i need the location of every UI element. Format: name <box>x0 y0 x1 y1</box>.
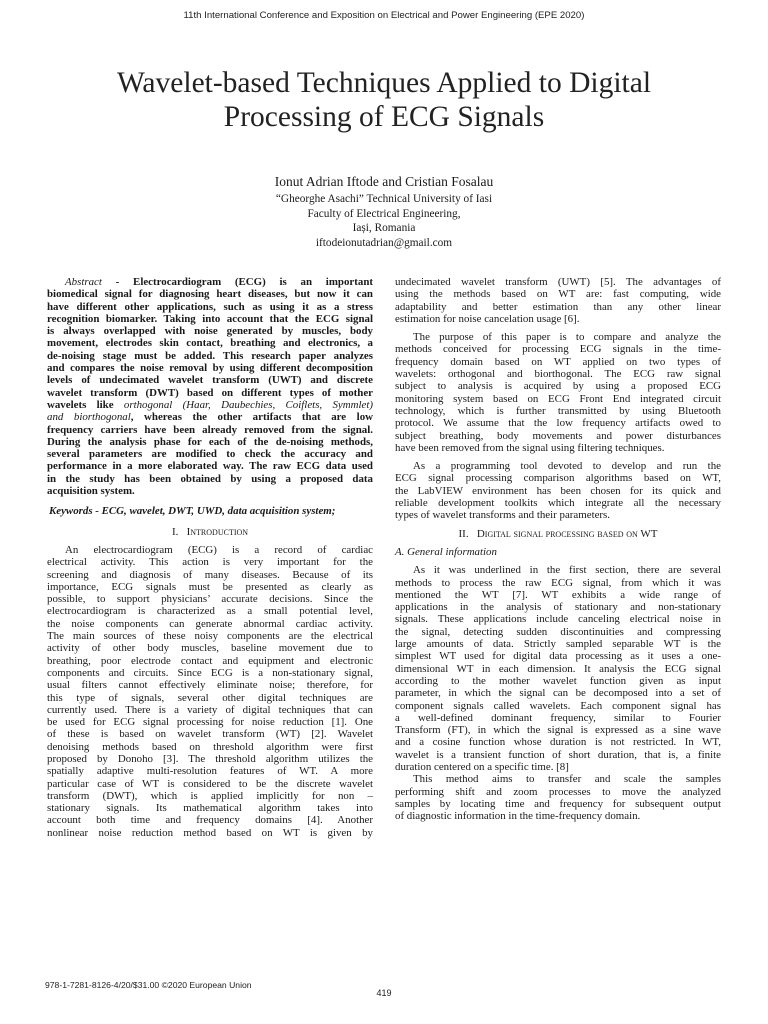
abstract-line: and compares the noise removal by using different decomposition <box>47 362 373 375</box>
body-line: The purpose of this paper is to compare and analyze the <box>413 331 721 344</box>
body-line: methods conceived for processing ECG signals in the time- <box>395 343 721 356</box>
body-line: component signals called wavelets. Each component signal has <box>395 699 721 712</box>
body-line: of diagnostic information in the time-frequency domain. <box>395 810 641 823</box>
abstract-line: acquisition system. <box>47 485 135 498</box>
intro-line: activity of other body muscles, baseline movement due to <box>47 642 373 655</box>
abstract-line: wavelet transform (DWT) based on different types of mother <box>47 386 373 399</box>
intro-line: this type of signals, several other digital techniques are <box>47 691 373 704</box>
body-line: applications in the analysis of stationary and non-stationary <box>395 601 721 614</box>
intro-line: electrical activity. This action is very important for the <box>47 556 373 569</box>
intro-line: usual filters cannot effectively eliminate noise; therefore, for <box>47 679 373 692</box>
body-line: have been removed from the signal using filtering techniques. <box>395 441 665 454</box>
title-line-1: Wavelet-based Techniques Applied to Digital <box>116 67 652 99</box>
intro-line: screening and diagnosis of many diseases. Because of its <box>47 568 373 581</box>
intro-line: stationary signals. Its mathematical algorithm takes into <box>47 802 373 815</box>
abstract-line: is always overlapped with noise generated by muscles, body <box>47 325 373 338</box>
paragraph-purpose <box>395 331 721 454</box>
abstract-biorthogonal: and biorthogonal <box>47 411 131 424</box>
section-heading-digital-processing <box>395 528 721 540</box>
section-heading-introduction <box>47 526 373 538</box>
intro-line: breathing, poor electrode contact and equipment and electronic <box>47 654 373 667</box>
body-line: types of wavelet transforms and their parameters. <box>395 509 611 522</box>
abstract-line: frequency carriers have been already removed from the signal. <box>47 423 373 436</box>
body-line: wavelet is a transient function of short duration, that is, a finite <box>395 748 721 761</box>
body-line: monitoring system based on ECG Front End integrated circuit <box>395 392 721 405</box>
abstract-line: biomedical signal for diagnosing heart diseases, but now it can <box>47 288 373 301</box>
section-number: I. <box>171 525 179 538</box>
intro-line: denoising methods based on threshold algorithm were first <box>47 740 373 753</box>
section-title: Introduction <box>186 525 249 538</box>
body-line: large amounts of data. Strictly sampled separable WT is the <box>395 638 721 651</box>
body-line: using the methods based on WT are: fast computing, wide <box>395 288 721 301</box>
intro-line: spatially adaptive multi-resolution features of WT. A more <box>47 765 373 778</box>
intro-line: importance, ECG signals must be presented as clearly as <box>47 580 373 593</box>
subsection-heading-general-information: A. General information <box>395 545 497 558</box>
intro-line: An electrocardiogram (ECG) is a record of cardiac <box>65 543 373 556</box>
body-line: frequency domain based on WT applied on two types of <box>395 355 721 368</box>
body-line: Transform (FT), in which the signal is expressed as a sine wave <box>395 724 721 737</box>
abstract-line: have different other applications, such as using it as a stress <box>47 300 373 313</box>
author-email[interactable]: iftodeionutadrian@gmail.com <box>315 236 453 249</box>
authors: Ionut Adrian Iftode and Cristian Fosalau <box>274 174 494 189</box>
intro-line: proposed by Donoho [3]. The threshold algorithm utilizes the <box>47 752 373 765</box>
body-line: ECG signal processing comparison algorithms based on WT, <box>395 472 721 485</box>
title-line-2: Processing of ECG Signals <box>223 101 545 133</box>
intro-line: be used for ECG signal processing for noise reduction [1]. One <box>47 716 373 729</box>
body-line: protocol. We assume that the low frequency artifacts owed to <box>395 417 721 430</box>
paragraph-advantages <box>395 276 721 325</box>
body-line: undecimated wavelet transform (UWT) [5]. The advantages of <box>395 276 721 288</box>
body-line: mentioned the WT [7]. WT exhibits a wide range of <box>395 588 721 601</box>
abstract-line: in the study has been obtained by using a proposed data <box>47 472 373 485</box>
abstract-line: , whereas the other artifacts that are low <box>130 411 373 424</box>
intro-line: electrocardiogram is characterized as a small potential level, <box>47 605 373 618</box>
left-column <box>47 276 373 839</box>
abstract-line: levels of undecimated wavelet transform (UWT) and discrete <box>47 374 373 387</box>
paragraph-method <box>395 773 721 822</box>
body-line: As it was underlined in the first section, there are several <box>413 564 721 577</box>
affiliation <box>0 192 768 250</box>
intro-line: the noise components can generate abnormal cardiac activity. <box>47 617 373 630</box>
section-title: Digital signal processing based on WT <box>476 527 658 540</box>
affiliation-city: Iași, Romania <box>352 222 416 235</box>
body-line: technology, which is further transmitted by using Bluetooth <box>395 404 721 417</box>
intro-line: account both time and frequency domains [4]. Another <box>47 814 373 827</box>
abstract-wavelet-types: orthogonal (Haar, Daubechies, Coiflets, Symmlet) <box>123 398 373 411</box>
paragraph-labview <box>395 460 721 521</box>
intro-line: of these is based on wavelet transform (WT) [2]. Wavelet <box>47 728 373 741</box>
body-line: according to the mother wavelet function given as input <box>395 674 721 687</box>
abstract-line: several parameters are modified to check the accuracy and <box>47 448 373 461</box>
abstract-line: de-noising stage must be added. This research paper analyzes <box>47 349 373 362</box>
abstract-label: Abstract <box>65 276 102 288</box>
body-line: wavelets: orthogonal and biorthogonal. The ECG raw signal <box>395 368 721 381</box>
abstract-line: During the analysis phase for each of the de-noising methods, <box>47 435 373 448</box>
body-line: the LabVIEW environment has been chosen for its quick and <box>395 484 721 497</box>
abstract-line: - Electrocardiogram (ECG) is an important <box>101 276 373 288</box>
body-line: performing shift and zoom processes to move the analyzed <box>395 785 721 798</box>
body-line: the signal, detecting sudden discontinuities and compressing <box>395 625 721 638</box>
intro-line: components and circuits. Since ECG is a non-stationary signal, <box>47 666 373 679</box>
affiliation-university: “Gheorghe Asachi” Technical University of Iasi <box>275 193 493 205</box>
keywords: Keywords - ECG, wavelet, DWT, UWD, data acquisition system; <box>49 505 336 518</box>
intro-line: nonlinear noise reduction method based on WT is given by <box>47 826 373 839</box>
conference-header: 11th International Conference and Exposition on Electrical and Power Engineering (EPE 2020) <box>183 10 585 21</box>
body-line: estimation for noise cancelation usage [6]. <box>395 312 580 325</box>
body-line: simplest WT used for digital data processing as it uses a one- <box>395 650 721 663</box>
introduction-paragraph <box>47 544 373 839</box>
abstract-line: wavelets like <box>47 398 124 411</box>
abstract-line: performance in a more elaborated way. The raw ECG data used <box>47 460 373 473</box>
intro-line: The main sources of these noisy components are the electrical <box>47 630 373 643</box>
copyright-footer: 978-1-7281-8126-4/20/$31.00 ©2020 European Union <box>45 980 252 990</box>
page-number: 419 <box>376 988 392 998</box>
body-line: and a cosine function whose duration is not restricted. In WT, <box>395 736 721 749</box>
paragraph-general-information <box>395 564 721 773</box>
abstract-line: recognition biomarker. Taking into account that the ECG signal <box>47 312 373 325</box>
body-line: This method aims to transfer and scale the samples <box>413 773 721 786</box>
intro-line: possible, to support physicians’ accurate decisions. Since the <box>47 593 373 606</box>
affiliation-faculty: Faculty of Electrical Engineering, <box>307 207 461 220</box>
body-line: reliable development toolkits which integrate all the necessary <box>395 497 721 510</box>
intro-line: transform (DWT), which is applied implicitly for non – <box>47 789 373 802</box>
section-number: II. <box>458 527 469 540</box>
body-line: As a programming tool devoted to develop and run the <box>413 460 721 473</box>
body-line: a well-defined dominant frequency, similar to Fourier <box>395 711 721 724</box>
abstract <box>47 276 373 497</box>
body-line: adaptability and better estimation than any other linear <box>395 300 721 313</box>
intro-line: particular case of WT is considered to be the discrete wavelet <box>47 777 373 790</box>
body-line: duration centered on a specific time. [8] <box>395 760 569 773</box>
abstract-line: movement, electrodes skin contact, breathing and electronics, a <box>47 337 373 350</box>
right-column <box>395 276 721 822</box>
body-line: methods to process the raw ECG signal, from which it was <box>395 576 721 589</box>
body-line: signals. These applications include canceling electrical noise in <box>395 613 721 626</box>
body-line: dimensional WT in each dimension. It analysis the ECG signal <box>395 662 721 675</box>
intro-line: currently used. There is a variety of digital techniques that can <box>47 703 373 716</box>
body-line: subject to analysis is acquired by using a proposed ECG <box>395 380 721 393</box>
paper-title <box>40 66 728 134</box>
body-line: parameter, in which the signal can be decomposed into a set of <box>395 687 721 700</box>
body-line: subject breathing, body movements and power disturbances <box>395 429 721 442</box>
body-line: samples by locating time and frequency for subsequent output <box>395 797 721 810</box>
